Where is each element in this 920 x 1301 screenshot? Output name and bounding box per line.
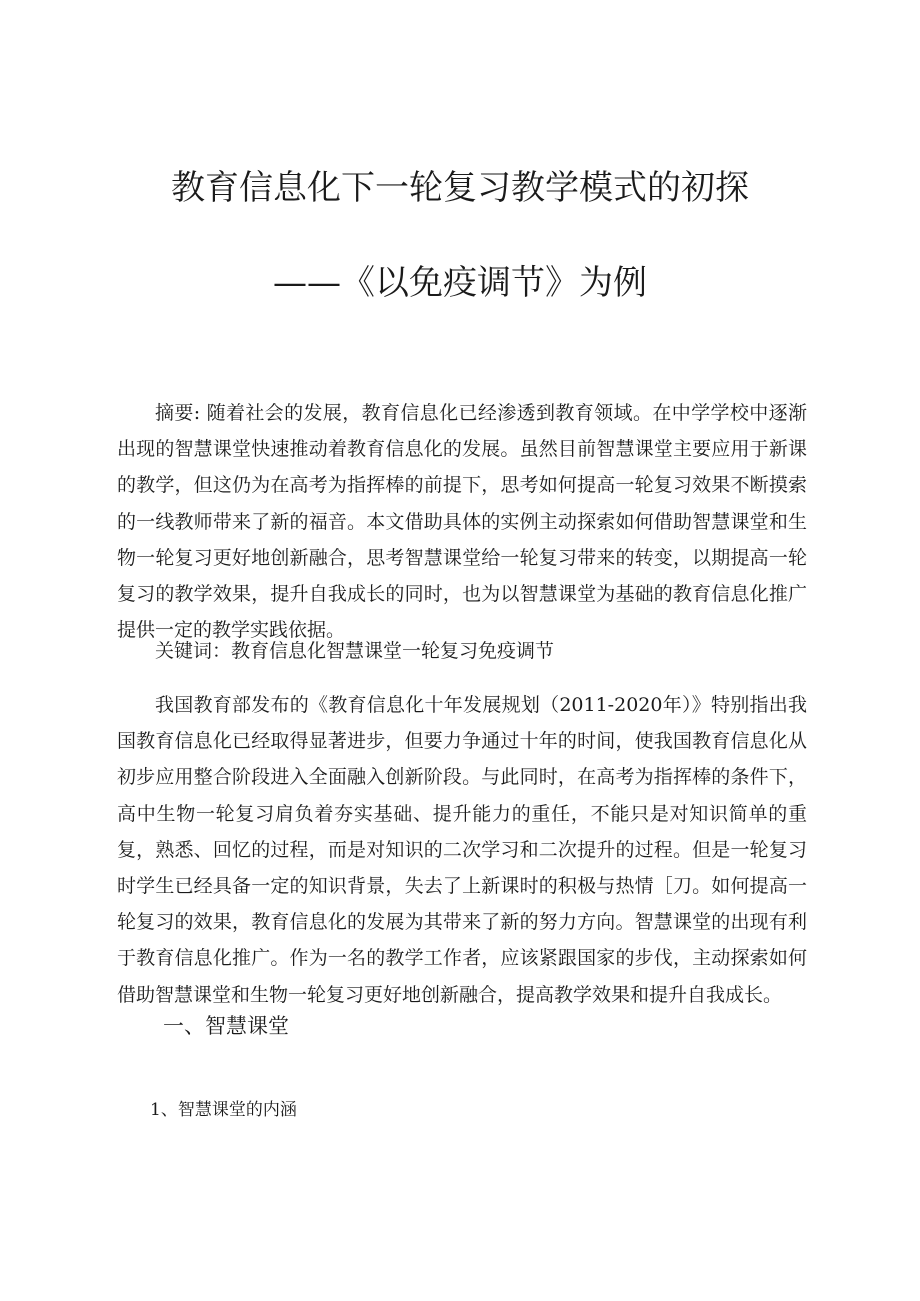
keywords-text: 关键词：教育信息化智慧课堂一轮复习免疫调节 bbox=[155, 640, 555, 662]
section-heading: 一、智慧课堂 bbox=[163, 1014, 289, 1038]
document-subtitle: ——《以免疫调节》为例 bbox=[273, 263, 647, 303]
document-title: 教育信息化下一轮复习教学模式的初探 bbox=[171, 168, 749, 208]
abstract-block bbox=[117, 395, 807, 648]
keywords-block bbox=[117, 633, 807, 669]
body-paragraph-text: 我国教育部发布的《教育信息化十年发展规划（2011-2020年）》特别指出我国教育信息化已经取得显著进步，但要力争通过十年的时间，使我国教育信息化从初步应用整合阶段进入全面融入创新阶段。与此同时，在高考为指挥棒的条件下，高中生物一轮复习肩负着夯实基础、提升能力的重任，不能只是对知识简单的重复，熟悉、回忆的过程，而是对知识的二次学习和二次提升的过程。但是一轮复习时学生已经具备一定的知识背景，失去了上新课时的积极与热情［刀。如何提高一轮复习的效果，教育信息化的发展为其带来了新的努力方向。智慧课堂的出现有利于教育信息化推广。作为一名的教学工作者，应该紧跟国家的步伐，主动探索如何借助智慧课堂和生物一轮复习更好地创新融合，提高教学效果和提升自我成长。 bbox=[117, 694, 807, 1006]
body-paragraph-block bbox=[117, 687, 807, 1013]
subsection-heading: 1、智慧课堂的内涵 bbox=[150, 1100, 297, 1120]
abstract-text: 摘要: 随着社会的发展，教育信息化已经渗透到教育领域。在中学学校中逐渐出现的智慧课堂快速推动着教育信息化的发展。虽然目前智慧课堂主要应用于新课的教学，但这仍为在高考为指挥棒的前提下，思考如何提高一轮复习效果不断摸索的一线教师带来了新的福音。本文借助具体的实例主动探索如何借助智慧课堂和生物一轮复习更好地创新融合，思考智慧课堂给一轮复习带来的转变，以期提高一轮复习的教学效果，提升自我成长的同时，也为以智慧课堂为基础的教育信息化推广提供一定的教学实践依据。 bbox=[117, 402, 807, 642]
